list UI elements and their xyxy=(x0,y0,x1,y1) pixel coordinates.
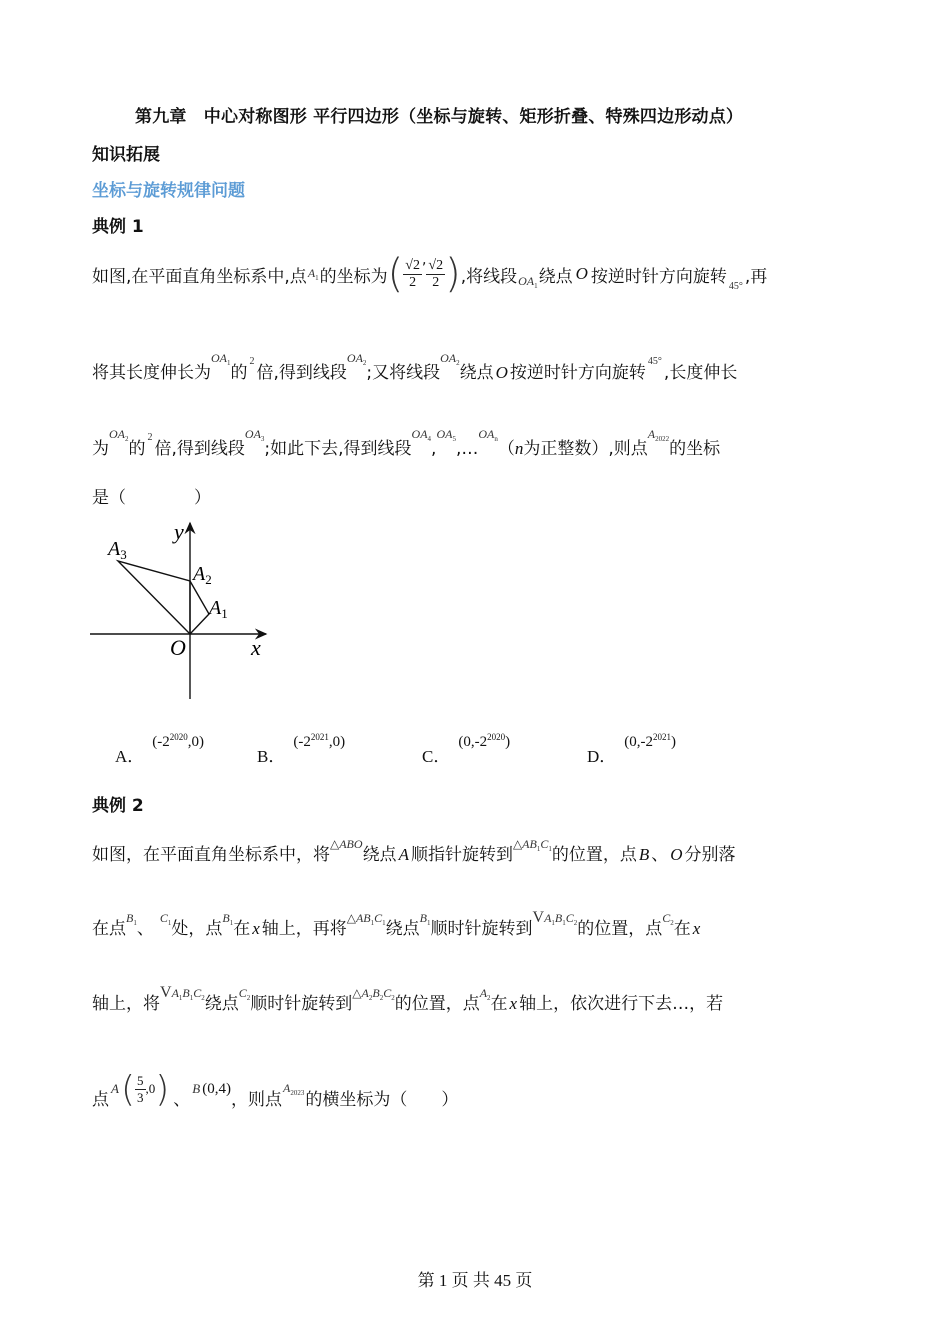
example1-heading: 典例 1 xyxy=(92,217,144,237)
example2-line2: 在点$_{B_1}$、$_{C_1}$处，点$_{B_1}$在 x 轴上，再将$_{\triangle AB_1C_1}$绕点$_{B_1}$顺时针旋转到$_{VA_1B_1C_2}$的位置，点$_{C_2}$在 x xyxy=(92,909,701,939)
a1-label: $A_1$ xyxy=(209,597,228,621)
point-c2: C2 xyxy=(662,911,674,927)
point-c2: C2 xyxy=(238,986,251,1002)
segment-oa2: $OA_2$ xyxy=(440,351,460,367)
point-b1: B1 xyxy=(222,911,234,927)
point-b1: B1 xyxy=(419,911,431,927)
option-c[interactable]: C．$(0,-2^{2020})$ xyxy=(422,732,511,766)
triangle-abo: △ABO xyxy=(330,837,363,851)
section-heading: 知识拓展 xyxy=(92,145,160,165)
example1-line4: 是（ ） xyxy=(92,488,211,508)
point-a1: $A_1$ xyxy=(307,266,319,282)
example2-line3: 轴上，将$_{VA_1B_1C_2}$绕点$_{C_2}$顺时针旋转到$_{\triangle A_2B_2C_2}$的位置，点$_{A_2}$在 x 轴上，依次进行下去…，若 xyxy=(92,984,724,1014)
segment-oa3: $OA_3$ xyxy=(244,427,265,443)
option-a[interactable]: A．$(-2^{2020},0)$ xyxy=(115,732,205,766)
point-c1: C1 xyxy=(159,911,172,927)
example1-line2: 将其长度伸长为$OA_1$的$_2$倍,得到线段$OA_2$;又将线段$OA_2$绕点 O 按逆时针方向旋转$_{45^\circ}$,长度伸长 xyxy=(92,351,738,383)
option-b[interactable]: B．$(-2^{2021},0)$ xyxy=(257,732,346,766)
point-a2: A2 xyxy=(479,986,491,1002)
a2-label: $A_2$ xyxy=(193,563,212,587)
example1-line3: 为$OA_2$的$_2$倍,得到线段$OA_3$;如此下去,得到线段$OA_4,OA_5,\dots OA_n(n$为正整数）,则点$A_{2022}$的坐标 xyxy=(92,427,721,459)
segment-oa5: $OA_5$ xyxy=(436,427,456,443)
coordinate-figure xyxy=(88,515,278,705)
page-footer: 第 1 页 共 45 页 xyxy=(417,1271,533,1290)
example2-heading: 典例 2 xyxy=(92,796,144,816)
triangle-a2b2c2: △A2B2C2 xyxy=(352,986,395,1002)
point-b1: B1 xyxy=(126,911,137,927)
point-a2023: $A_{2023}$ xyxy=(283,1081,305,1097)
segment-oa1: $OA_1$ xyxy=(211,351,231,367)
point-a2022: $A_{2022}$ xyxy=(647,427,670,443)
y-axis-label: y xyxy=(174,519,184,544)
segment-oa1: $OA_1$ xyxy=(518,274,538,290)
origin-label: O xyxy=(170,635,186,660)
example2-line1: 如图，在平面直角坐标系中，将$_{\triangle ABO}$绕点 A 顺指针旋转到$_{\triangle AB_1C_1}$的位置，点 B 、 O 分别落 xyxy=(92,837,736,865)
fraction-5-over-3: $\frac{5}{3}$ xyxy=(137,1072,144,1105)
segment-oan: $OA_n$ xyxy=(478,427,498,443)
segment-oa4: $OA_4$ xyxy=(411,427,432,443)
segment-oa2: $OA_2$ xyxy=(346,351,367,367)
triangle-a1b1c2: VA1B1C2 xyxy=(532,909,578,927)
triangle-ab1c1: △AB1C1 xyxy=(512,837,552,853)
option-d[interactable]: D．$(0,-2^{2021})$ xyxy=(587,732,677,766)
page-title: 第九章 中心对称图形 平行四边形（坐标与旋转、矩形折叠、特殊四边形动点） xyxy=(135,107,744,127)
fraction-sqrt2-over-2: $\frac{√2}{2}$ xyxy=(405,257,420,290)
answer-options xyxy=(115,726,735,766)
triangle-a1b1c2: VA1B1C2 xyxy=(160,984,205,1002)
example2-line4: 点 A ( $\frac{5}{3}$ ,0 ) 、 B (0,4) ，则点 $A_{2023}$ 的横坐标为（ ） xyxy=(92,1068,459,1110)
fraction-sqrt2-over-2: $\frac{√2}{2}$ xyxy=(428,257,444,290)
x-axis-label: x xyxy=(251,635,261,660)
segment-oa2: $OA_2$ xyxy=(109,427,129,443)
triangle-ab1c1: △AB1C1 xyxy=(346,911,386,927)
a3-label: $A_3$ xyxy=(108,538,127,562)
example1-line1: 如图,在平面直角坐标系中,点 $A_1$ 的坐标为 ( $\frac{√2}{2}$ , $\frac{√2}{2}$ ) ,将线段 $OA_1$ 绕点 O 按逆时针方向旋转 45° ,再 xyxy=(92,251,768,297)
subsection-heading: 坐标与旋转规律问题 xyxy=(92,181,245,201)
